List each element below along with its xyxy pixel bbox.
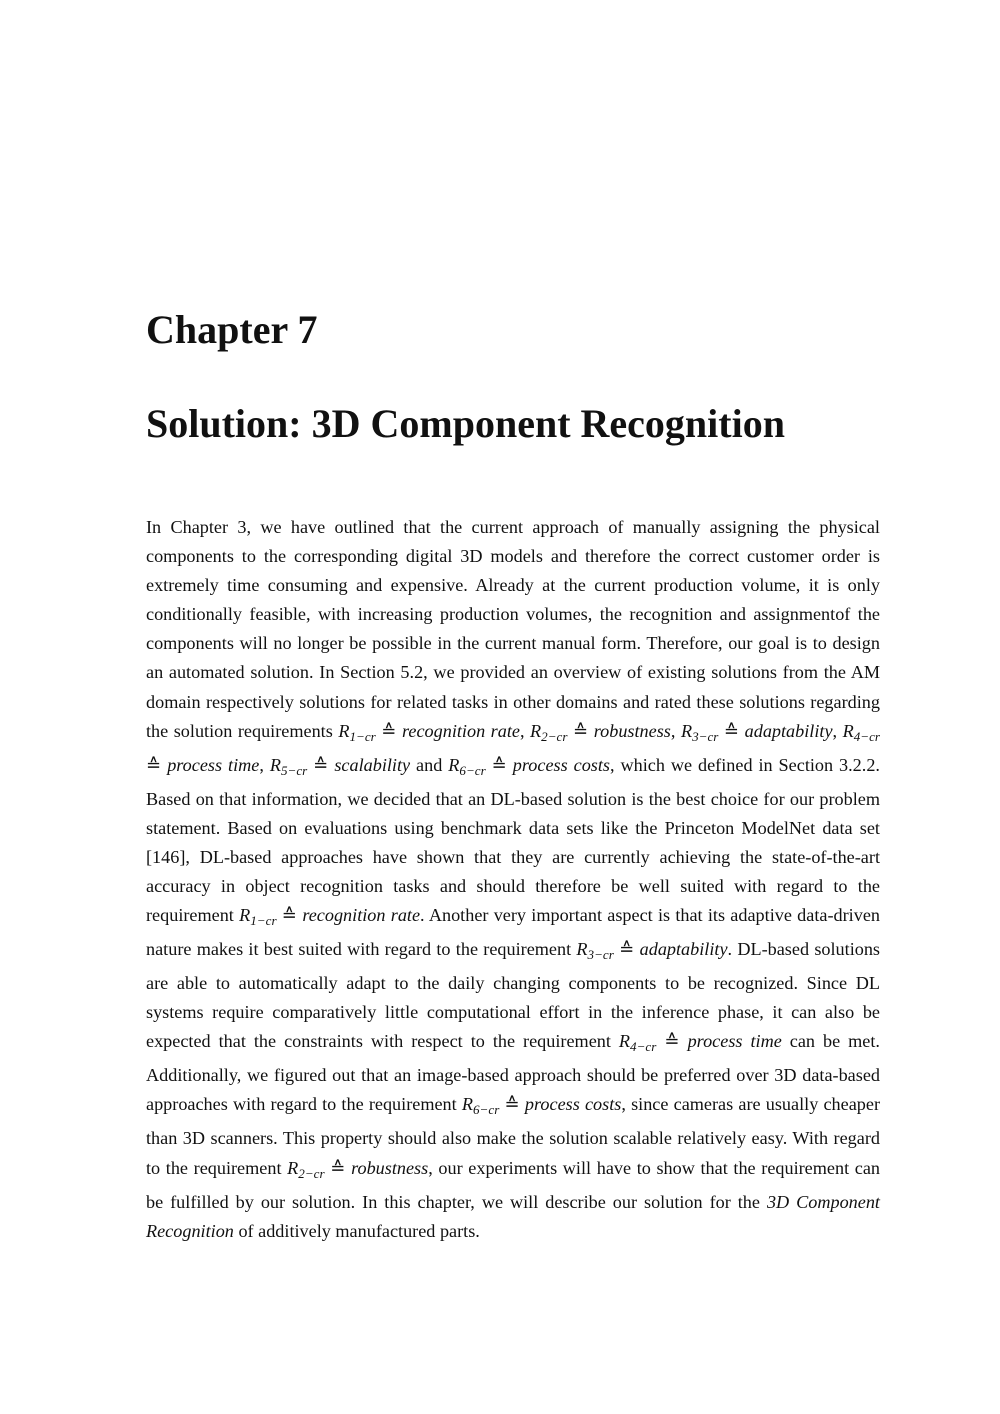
text-run: , our experiments will have to show that the requirement can be fulfilled by our solution. In this chapter, we will describe our solution for the	[146, 1157, 880, 1212]
requirement-r6-ref-value: process costs	[524, 1094, 622, 1115]
requirement-r2-ref-value: robustness	[351, 1157, 429, 1178]
requirement-r5-value: scalability	[334, 754, 411, 775]
chapter-title: Solution: 3D Component Recognition	[146, 401, 785, 446]
requirement-r3-ref: $R_{3-cr}$	[576, 939, 614, 962]
requirement-r2-ref: $R_{2-cr}$	[287, 1157, 325, 1181]
requirement-r6-ref: $R_{6-cr}$	[461, 1094, 500, 1118]
requirement-r2-value: robustness	[593, 720, 671, 741]
requirement-r4-ref: $R_{4-cr}$	[618, 1031, 657, 1055]
chapter-number: Chapter 7	[146, 307, 318, 352]
requirement-r1-ref: $R_{1-cr}$	[239, 905, 277, 928]
requirement-r3-ref-value: adaptability	[639, 939, 728, 960]
chapter-intro-paragraph: In Chapter 3, we have outlined that the current approach of manually assigning the physical components to the corresponding digital 3D models and therefore the correct customer order is extremely time consuming and expensive. Already at the current production volume, it is only conditionally feasible, with increasing production volumes, the recognition and assignmentof the components will no longer be possible in the current manual form. Therefore, our goal is to design an automated solution. In Section 5.2, we provided an overview of existing solutions from the AM domain respectively solutions for related tasks in other domains and rated these solutions regarding the solution requirements $R_{1-cr}$ ≙ recognition rate, $R_{2-cr}$ ≙ robustness, $R_{3-cr}$ ≙ adaptability, $R_{4-cr}$ ≙ process time, $R_{5-cr}$ ≙ scalability and $R_{6-cr}$ ≙ process costs, which we defined in Section 3.2.2. Based on that information, we decided that an DL-based solution is the best choice for our problem statement. Based on evaluations using benchmark data sets like the Princeton ModelNet data set [146], DL-based approaches have shown that they are currently achieving the state-of-the-art accuracy in object recognition tasks and should therefore be well suited with regard to the requirement $R_{1-cr}$ ≙ recognition rate. Another very important aspect is that its adaptive data-driven nature makes it best suited with regard to the requirement $R_{3-cr}$ ≙ adaptability. DL-based solutions are able to automatically adapt to the daily changing components to be recognized. Since DL systems require comparatively little computational effort in the inference phase, it can also be expected that the constraints with respect to the requirement $R_{4-cr}$ ≙ process time can be met. Additionally, we figured out that an image-based approach should be preferred over 3D data-based approaches with regard to the requirement $R_{6-cr}$ ≙ process costs, since cameras are usually cheaper than 3D scanners. This property should also make the solution scalable relatively easy. With regard to the requirement $R_{2-cr}$ ≙ robustness, our experiments will have to show that the requirement can be fulfilled by our solution. In this chapter, we will describe our solution for the 3D Component Recognition of additively manufactured parts.	[146, 517, 881, 1241]
text-run: can be met. Additionally, we figured out that an image-based approach should be preferred over 3D data-based approaches with regard to the requirement	[146, 1031, 880, 1115]
text-run: In Chapter 3, we have outlined that the current approach of manually assigning the physical components to the corresponding digital 3D models and therefore the correct customer order is extremely time consuming and expensive. Already at the current production volume, it is only conditionally feasible, with increasing production volumes, the recognition and assignmentof the components will no longer be possible in the current manual form. Therefore, our goal is to design an automated solution. In Section 5.2, we provided an overview of existing solutions from the AM domain respectively solutions for related tasks in other domains and rated these solutions regarding the solution requirements	[146, 517, 880, 741]
text-run: . Another very important aspect is that its adaptive data-driven nature makes it best suited with regard to the requirement	[146, 905, 880, 960]
requirement-r3-value: adaptability	[744, 720, 833, 741]
requirement-r2: $R_{2-cr}$	[530, 720, 568, 744]
requirement-r3: $R_{3-cr}$	[680, 720, 719, 744]
text-run: , since cameras are usually cheaper than 3D scanners. This property should also make the solution scalable relatively easy. With regard to the requirement	[146, 1094, 881, 1178]
requirement-r1: $R_{1-cr}$	[338, 720, 376, 744]
requirement-r4: $R_{4-cr}$	[842, 720, 881, 744]
text-run: of additively manufactured parts.	[233, 1220, 480, 1241]
requirement-r4-value: process time	[167, 754, 260, 775]
requirement-r5: $R_{5-cr}$	[269, 754, 308, 778]
emphasized-term: 3D Component Recognition	[146, 1191, 880, 1241]
requirement-r1-ref-value: recognition rate	[302, 905, 421, 926]
requirement-r6-value: process costs	[512, 754, 610, 775]
requirement-r1-value: recognition rate	[402, 720, 520, 741]
text-run: , which we defined in Section 3.2.2. Based on that information, we decided that an DL-based solution is the best choice for our problem statement. Based on evaluations using benchmark data sets like the Princeton ModelNet data set [146], DL-based approaches have shown that they are currently achieving the state-of-the-art accuracy in object recognition tasks and should therefore be well suited with regard to the requirement	[146, 754, 880, 926]
text-run: . DL-based solutions are able to automatically adapt to the daily changing components to be recognized. Since DL systems require comparatively little computational effort in the inference phase, it can also be expected that the constraints with respect to the requirement	[146, 939, 881, 1052]
requirement-r4-ref-value: process time	[687, 1031, 782, 1052]
requirement-r6: $R_{6-cr}$	[448, 754, 486, 778]
